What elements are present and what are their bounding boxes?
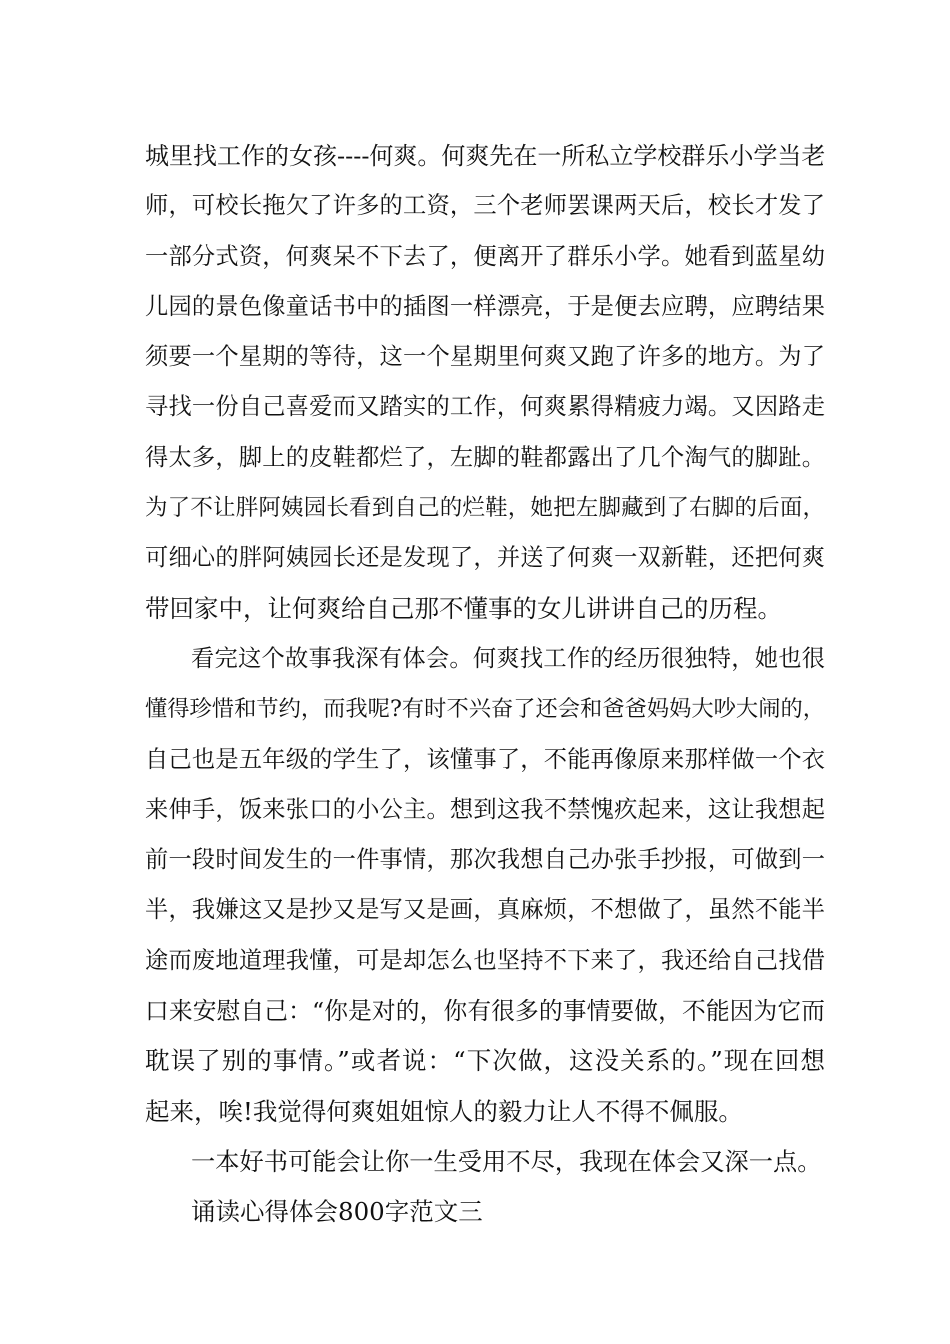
text-line: 一部分式资，何爽呆不下去了，便离开了群乐小学。她看到蓝星幼 <box>145 242 825 270</box>
text-line: 半，我嫌这又是抄又是写又是画，真麻烦，不想做了，虽然不能半 <box>145 896 825 924</box>
paragraph <box>145 634 825 1137</box>
text-line: 可细心的胖阿姨园长还是发现了，并送了何爽一双新鞋，还把何爽 <box>145 544 825 572</box>
text-line: 诵读心得体会800字范文三 <box>191 1197 483 1227</box>
text-line: 得太多，脚上的皮鞋都烂了，左脚的鞋都露出了几个淘气的脚趾。 <box>145 443 825 471</box>
text-line: 儿园的景色像童话书中的插图一样漂亮，于是便去应聘，应聘结果 <box>145 292 825 320</box>
document-body <box>145 131 825 1238</box>
text-line: 寻找一份自己喜爱而又踏实的工作，何爽累得精疲力竭。又因路走 <box>145 393 825 421</box>
text-line: 前一段时间发生的一件事情，那次我想自己办张手抄报，可做到一 <box>145 846 825 874</box>
text-line: 城里找工作的女孩----何爽。何爽先在一所私立学校群乐小学当老 <box>145 142 826 170</box>
paragraph <box>145 131 825 634</box>
text-line: 看完这个故事我深有体会。何爽找工作的经历很独特，她也很 <box>191 644 825 672</box>
text-line: 一本好书可能会让你一生受用不尽，我现在体会又深一点。 <box>191 1146 822 1176</box>
text-line: 懂得珍惜和节约，而我呢?有时不兴奋了还会和爸爸妈妈大吵大闹的， <box>145 696 825 723</box>
paragraph <box>145 1137 825 1187</box>
text-line: 带回家中，让何爽给自己那不懂事的女儿讲讲自己的历程。 <box>145 593 782 623</box>
text-line: 耽误了别的事情。”或者说：“下次做，这没关系的。”现在回想 <box>145 1046 825 1076</box>
text-line: 途而废地道理我懂，可是却怎么也坚持不下来了，我还给自己找借 <box>145 946 825 974</box>
section-heading <box>145 1187 825 1237</box>
text-line: 须要一个星期的等待，这一个星期里何爽又跑了许多的地方。为了 <box>145 343 825 371</box>
text-line: 为了不让胖阿姨园长看到自己的烂鞋，她把左脚藏到了右脚的后面， <box>145 495 825 522</box>
text-line: 起来，唉!我觉得何爽姐姐惊人的毅力让人不得不佩服。 <box>145 1096 743 1126</box>
text-line: 来伸手，饭来张口的小公主。想到这我不禁愧疚起来，这让我想起 <box>145 795 825 823</box>
text-line: 口来安慰自己：“你是对的，你有很多的事情要做，不能因为它而 <box>145 997 825 1026</box>
text-line: 自己也是五年级的学生了，该懂事了，不能再像原来那样做一个衣 <box>145 745 825 773</box>
text-line: 师，可校长拖欠了许多的工资，三个老师罢课两天后，校长才发了 <box>145 192 825 220</box>
